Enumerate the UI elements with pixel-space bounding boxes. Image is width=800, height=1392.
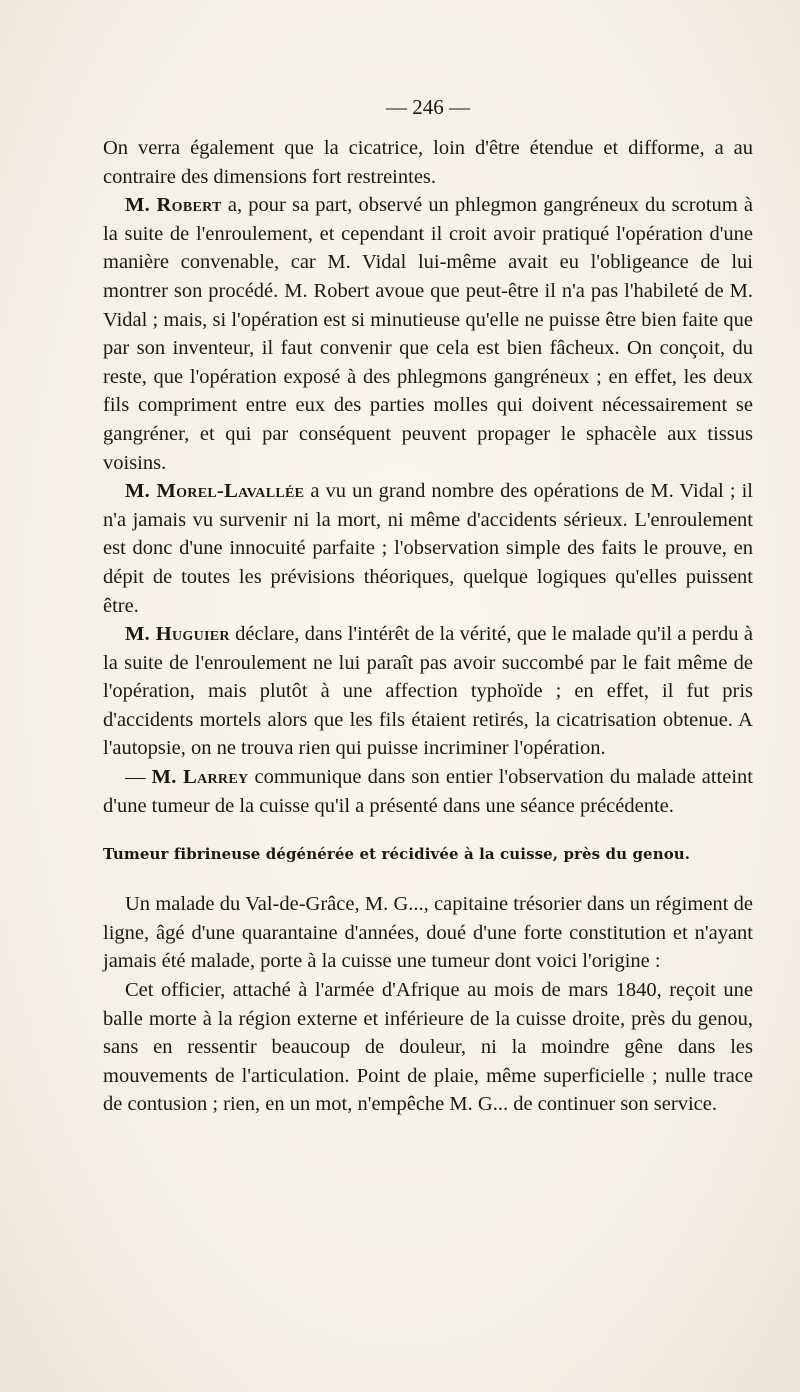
section-heading: Tumeur fibrineuse dégénérée et récidivée à la cuisse, près du genou. — [103, 845, 691, 864]
paragraph-text: déclare, dans l'intérêt de la vérité, que le malade qu'il a perdu à la suite de l'enroulement ne lui paraît pas avoir succombé par le fait même de l'opération, mais plutôt à une affection typhoïde ; en effet, il fut pris d'accidents mortels alors que les fils étaient retirés, la cicatrisation obtenue. A l'autopsie, on ne trouva rien qui puisse incriminer l'opération. — [103, 623, 753, 760]
speaker-name: M. Huguier — [125, 623, 230, 646]
page-number: — 246 — — [386, 95, 470, 119]
paragraph-larrey — [103, 763, 753, 820]
paragraph-robert — [103, 191, 753, 477]
speaker-name: M. Robert — [125, 194, 222, 217]
speaker-name: M. Larrey — [151, 766, 249, 789]
paragraph-huguier — [103, 620, 753, 763]
paragraph-text: a vu un grand nombre des opérations de M. Vidal ; il n'a jamais vu survenir ni la mort, ni même d'accidents sérieux. L'enroulement est donc d'une innocuité parfaite ; l'observation simple des faits le prouve, en dépit de toutes les prévisions théoriques, quelque logiques qu'elles puissent être. — [103, 480, 753, 617]
paragraph-text: a, pour sa part, observé un phlegmon gangréneux du scrotum à la suite de l'enroulement, et cependant il croit avoir pratiqué l'opération d'une manière convenable, car M. Vidal lui-même avait eu l'obligeance de lui montrer son procédé. M. Robert avoue que peut-être il n'a pas l'habileté de M. Vidal ; mais, si l'opération est si minutieuse qu'elle ne puisse être bien faite que par son inventeur, il faut convenir que cela est bien fâcheux. On conçoit, du reste, que l'opération exposé à des phlegmons gangréneux ; en effet, les deux fils compriment entre eux des parties molles qui doivent nécessairement se gangréner, et qui par conséquent peuvent propager le sphacèle aux tissus voisins. — [103, 194, 754, 474]
paragraph-officier: Cet officier, attaché à l'armée d'Afrique au mois de mars 1840, reçoit une balle morte à la région externe et inférieure de la cuisse droite, près du genou, sans en ressentir beaucoup de douleur, ni la moindre gêne dans les mouvements de l'articulation. Point de plaie, même superficielle ; nulle trace de contusion ; rien, en un mot, n'empêche M. G... de continuer son service. — [103, 979, 753, 1116]
paragraph-malade: Un malade du Val-de-Grâce, M. G..., capitaine trésorier dans un régiment de ligne, âgé d'une quarantaine d'années, doué d'une forte constitution et n'ayant jamais été malade, porte à la cuisse une tumeur dont voici l'origine : — [103, 893, 753, 973]
text-block — [103, 92, 753, 1119]
paragraph-morel-lavallee — [103, 477, 753, 620]
paragraph-text: communique dans son entier l'observation du malade atteint d'une tumeur de la cuisse qu'il a présenté dans une séance précédente. — [103, 766, 753, 817]
speaker-name: M. Morel-Lavallée — [125, 480, 305, 503]
paragraph-cicatrice: On verra également que la cicatrice, loin d'être étendue et difforme, a au contraire des dimensions fort restreintes. — [103, 137, 753, 188]
dash-prefix: — — [125, 766, 152, 789]
